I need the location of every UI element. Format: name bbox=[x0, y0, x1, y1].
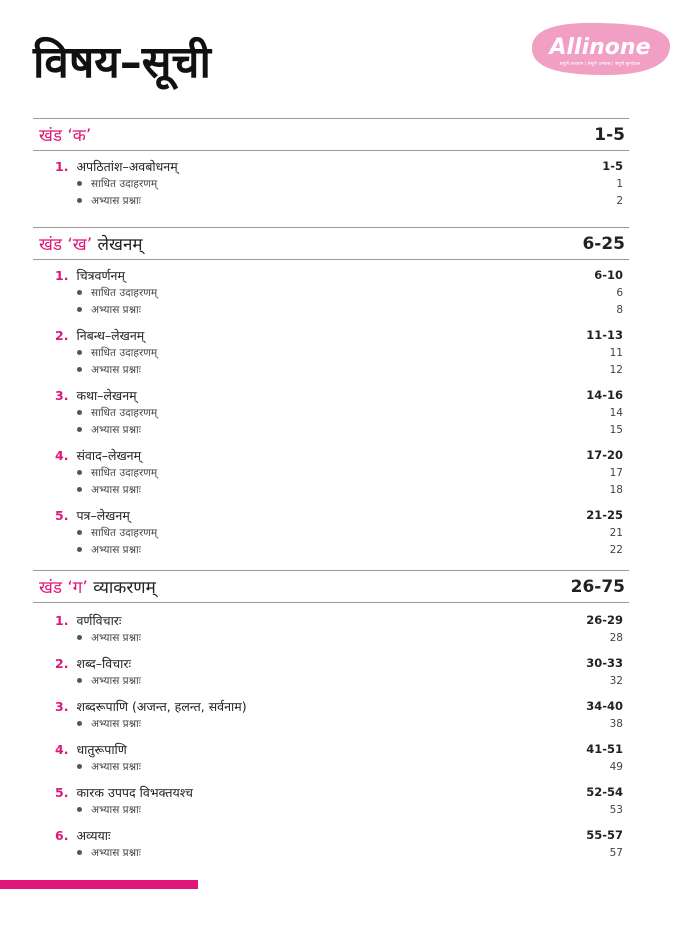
chapter bbox=[55, 697, 629, 732]
sub-item-page: 32 bbox=[609, 674, 623, 687]
section-pages: 1-5 bbox=[594, 124, 625, 145]
sub-item-label: अभ्यास प्रश्नाः bbox=[91, 846, 141, 859]
sub-item bbox=[55, 801, 629, 818]
chapter-title: शब्दरूपाणि (अजन्त, हलन्त, सर्वनाम) bbox=[76, 698, 247, 714]
chapter-title: अव्ययाः bbox=[76, 827, 111, 843]
sub-item bbox=[55, 758, 629, 775]
sub-item-label: साधित उदाहरणम् bbox=[91, 177, 158, 190]
sub-item-page: 11 bbox=[609, 346, 623, 359]
chapter-pages: 6-10 bbox=[594, 268, 623, 282]
sub-item-label: अभ्यास प्रश्नाः bbox=[91, 631, 141, 644]
section-header bbox=[33, 570, 629, 603]
sub-item bbox=[55, 404, 629, 421]
chapter-number: 1. bbox=[55, 158, 69, 174]
chapter-number: 2. bbox=[55, 655, 69, 671]
chapter bbox=[55, 157, 629, 209]
sub-item-label: अभ्यास प्रश्नाः bbox=[91, 363, 141, 376]
bullet-icon bbox=[77, 470, 82, 475]
logo-text: Allinone bbox=[549, 35, 651, 60]
chapter bbox=[55, 611, 629, 646]
chapter-number: 1. bbox=[55, 267, 69, 283]
chapter-number: 1. bbox=[55, 612, 69, 628]
section-khand: खंड ‘ग’ bbox=[39, 578, 88, 598]
sub-item-label: अभ्यास प्रश्नाः bbox=[91, 674, 141, 687]
sub-item-page: 8 bbox=[616, 303, 623, 316]
sub-item bbox=[55, 175, 629, 192]
chapter-pages: 17-20 bbox=[586, 448, 623, 462]
bullet-icon bbox=[77, 850, 82, 855]
chapter-row bbox=[55, 826, 629, 844]
sub-item bbox=[55, 192, 629, 209]
chapter-title: कथा–लेखनम् bbox=[76, 387, 137, 403]
sub-item-label: साधित उदाहरणम् bbox=[91, 466, 158, 479]
bullet-icon bbox=[77, 198, 82, 203]
sub-item-page: 1 bbox=[616, 177, 623, 190]
sub-item bbox=[55, 361, 629, 378]
chapter-number: 3. bbox=[55, 387, 69, 403]
bullet-icon bbox=[77, 367, 82, 372]
sub-item-page: 21 bbox=[609, 526, 623, 539]
chapter-row bbox=[55, 697, 629, 715]
sub-item bbox=[55, 421, 629, 438]
sub-item-label: अभ्यास प्रश्नाः bbox=[91, 483, 141, 496]
chapter-row bbox=[55, 654, 629, 672]
sub-item-label: साधित उदाहरणम् bbox=[91, 346, 158, 359]
sub-item bbox=[55, 629, 629, 646]
sub-item bbox=[55, 301, 629, 318]
sub-item-label: अभ्यास प्रश्नाः bbox=[91, 303, 141, 316]
bullet-icon bbox=[77, 721, 82, 726]
bullet-icon bbox=[77, 487, 82, 492]
chapter-title: वर्णविचारः bbox=[76, 612, 122, 628]
sub-item-page: 57 bbox=[609, 846, 623, 859]
chapter-pages: 14-16 bbox=[586, 388, 623, 402]
sub-item-label: अभ्यास प्रश्नाः bbox=[91, 543, 141, 556]
chapter-row bbox=[55, 157, 629, 175]
section-khand: खंड ‘क’ bbox=[39, 126, 92, 146]
chapter-pages: 41-51 bbox=[586, 742, 623, 756]
sub-item-page: 17 bbox=[609, 466, 623, 479]
sub-item-label: अभ्यास प्रश्नाः bbox=[91, 423, 141, 436]
chapter-title: पत्र–लेखनम् bbox=[76, 507, 130, 523]
sub-item-label: साधित उदाहरणम् bbox=[91, 526, 158, 539]
section-ka bbox=[33, 118, 629, 209]
chapter-number: 6. bbox=[55, 827, 69, 843]
section-header bbox=[33, 118, 629, 151]
sub-item bbox=[55, 464, 629, 481]
bullet-icon bbox=[77, 410, 82, 415]
chapter bbox=[55, 654, 629, 689]
sub-item bbox=[55, 844, 629, 861]
chapter-title: कारक उपपद विभक्तयश्च bbox=[76, 784, 193, 800]
section-ga bbox=[33, 570, 629, 861]
footer-accent-bar bbox=[0, 880, 198, 889]
sub-item-page: 6 bbox=[616, 286, 623, 299]
sub-item-label: अभ्यास प्रश्नाः bbox=[91, 717, 141, 730]
section-kha bbox=[33, 227, 629, 558]
bullet-icon bbox=[77, 678, 82, 683]
chapter-pages: 21-25 bbox=[586, 508, 623, 522]
sub-item-page: 22 bbox=[609, 543, 623, 556]
sub-item bbox=[55, 284, 629, 301]
section-pages: 6-25 bbox=[582, 233, 625, 254]
bullet-icon bbox=[77, 290, 82, 295]
chapter bbox=[55, 326, 629, 378]
chapter bbox=[55, 740, 629, 775]
chapter-row bbox=[55, 266, 629, 284]
sub-item bbox=[55, 541, 629, 558]
chapter-pages: 26-29 bbox=[586, 613, 623, 627]
chapter-number: 2. bbox=[55, 327, 69, 343]
page-title: विषय–सूची bbox=[33, 37, 211, 88]
chapter-row bbox=[55, 740, 629, 758]
sub-item bbox=[55, 344, 629, 361]
bullet-icon bbox=[77, 547, 82, 552]
chapter bbox=[55, 826, 629, 861]
chapter-title: शब्द–विचारः bbox=[76, 655, 132, 671]
chapter bbox=[55, 446, 629, 498]
chapter bbox=[55, 386, 629, 438]
section-khand: खंड ‘ख’ bbox=[39, 235, 93, 255]
chapter-title: अपठितांश–अवबोधनम् bbox=[76, 158, 178, 174]
sub-item-label: अभ्यास प्रश्नाः bbox=[91, 194, 141, 207]
chapter-number: 4. bbox=[55, 741, 69, 757]
chapter-number: 3. bbox=[55, 698, 69, 714]
section-pages: 26-75 bbox=[570, 576, 625, 597]
bullet-icon bbox=[77, 307, 82, 312]
sub-item-page: 28 bbox=[609, 631, 623, 644]
chapter-pages: 30-33 bbox=[586, 656, 623, 670]
bullet-icon bbox=[77, 350, 82, 355]
brand-logo bbox=[520, 18, 678, 80]
section-name: लेखनम् bbox=[97, 235, 143, 255]
chapter-row bbox=[55, 506, 629, 524]
chapter-pages: 11-13 bbox=[586, 328, 623, 342]
chapter-pages: 55-57 bbox=[586, 828, 623, 842]
sub-item-page: 18 bbox=[609, 483, 623, 496]
chapter-row bbox=[55, 446, 629, 464]
sub-item-label: अभ्यास प्रश्नाः bbox=[91, 760, 141, 773]
sub-item-page: 38 bbox=[609, 717, 623, 730]
bullet-icon bbox=[77, 181, 82, 186]
chapter-row bbox=[55, 783, 629, 801]
bullet-icon bbox=[77, 807, 82, 812]
sub-item-page: 49 bbox=[609, 760, 623, 773]
sub-item-label: अभ्यास प्रश्नाः bbox=[91, 803, 141, 816]
sub-item-page: 14 bbox=[609, 406, 623, 419]
chapter-title: निबन्ध–लेखनम् bbox=[76, 327, 145, 343]
chapter-row bbox=[55, 386, 629, 404]
sub-item-page: 15 bbox=[609, 423, 623, 436]
chapter-pages: 34-40 bbox=[586, 699, 623, 713]
sub-item bbox=[55, 672, 629, 689]
chapter-row bbox=[55, 326, 629, 344]
logo-tagline: संपूर्ण अध्ययन | संपूर्ण अभ्यास | संपूर्ण मूल्यांकन bbox=[559, 62, 641, 67]
sub-item bbox=[55, 481, 629, 498]
bullet-icon bbox=[77, 427, 82, 432]
bullet-icon bbox=[77, 530, 82, 535]
chapter-number: 5. bbox=[55, 507, 69, 523]
sub-item-label: साधित उदाहरणम् bbox=[91, 406, 158, 419]
chapter bbox=[55, 783, 629, 818]
chapter bbox=[55, 266, 629, 318]
chapter-number: 5. bbox=[55, 784, 69, 800]
chapter-pages: 52-54 bbox=[586, 785, 623, 799]
bullet-icon bbox=[77, 764, 82, 769]
section-name: व्याकरणम् bbox=[93, 578, 156, 598]
chapter-title: धातुरूपाणि bbox=[76, 741, 127, 757]
chapter-number: 4. bbox=[55, 447, 69, 463]
sub-item-page: 53 bbox=[609, 803, 623, 816]
logo-badge-icon bbox=[520, 18, 678, 80]
sub-item bbox=[55, 524, 629, 541]
bullet-icon bbox=[77, 635, 82, 640]
chapter-pages: 1-5 bbox=[602, 159, 623, 173]
sub-item bbox=[55, 715, 629, 732]
chapter-row bbox=[55, 611, 629, 629]
chapter bbox=[55, 506, 629, 558]
sub-item-label: साधित उदाहरणम् bbox=[91, 286, 158, 299]
sub-item-page: 12 bbox=[609, 363, 623, 376]
chapter-title: चित्रवर्णनम् bbox=[76, 267, 125, 283]
section-header bbox=[33, 227, 629, 260]
sub-item-page: 2 bbox=[616, 194, 623, 207]
chapter-title: संवाद–लेखनम् bbox=[76, 447, 142, 463]
